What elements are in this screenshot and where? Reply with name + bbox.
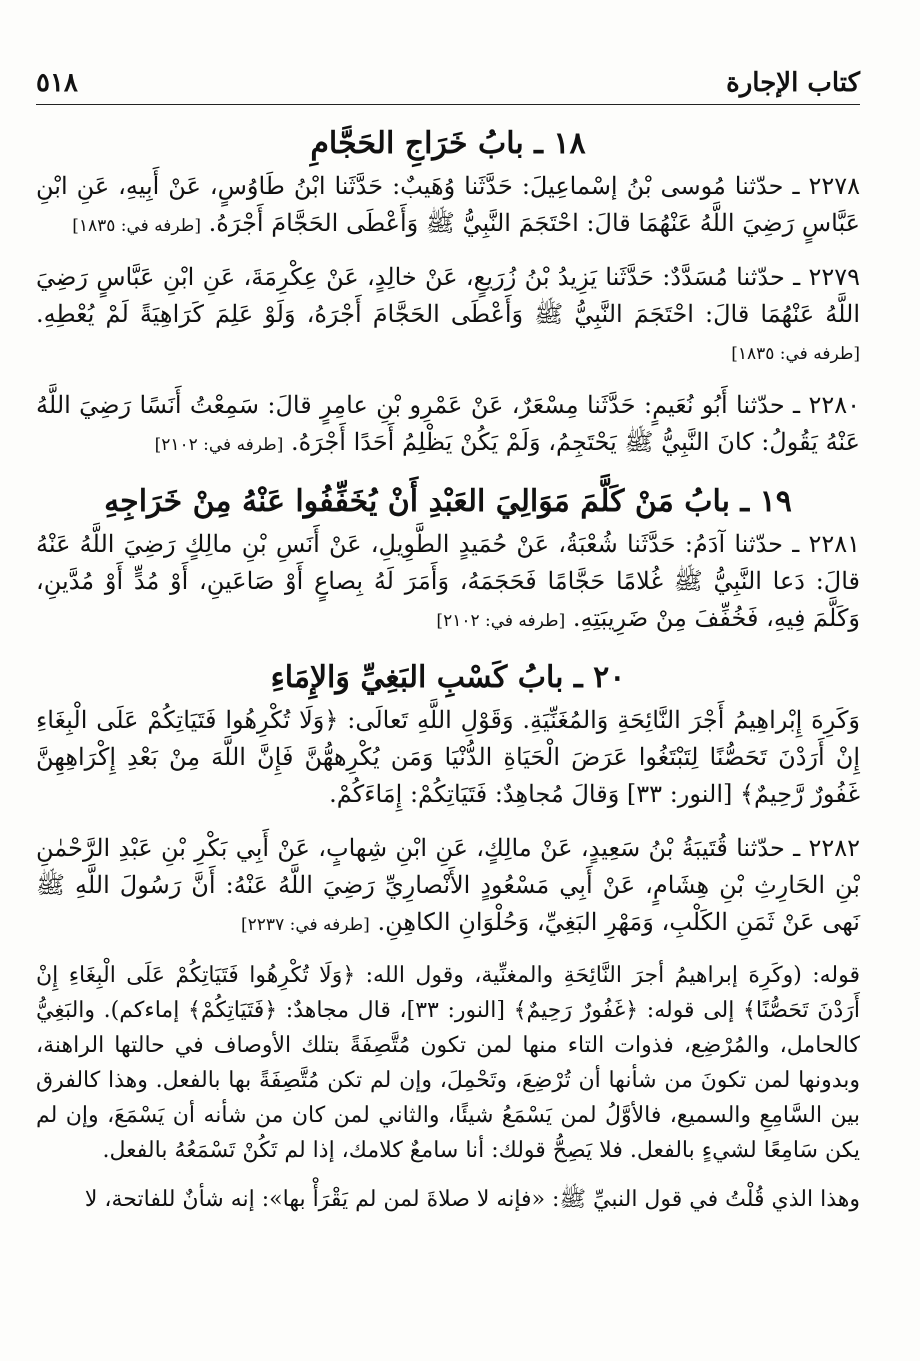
hadith-paragraph (36, 168, 860, 245)
hadith-paragraph (36, 259, 860, 373)
commentary-paragraph: وهذا الذي قُلْتُ في قول النبيِّ ﷺ: «فإنه لا صلاةَ لمن لم يَقْرَأْ بها»: إنه شأنٌ للفاتحة، لا (84, 1187, 860, 1212)
hadith-paragraph (36, 387, 860, 464)
page-header (36, 62, 860, 105)
page-content (36, 120, 860, 1217)
hadith-text: ٢٢٨١ ـ حدّثنا آدَمُ: حَدَّثَنا شُعْبَةُ، عَنْ حُمَيدٍ الطَّوِيلِ، عَنْ أَنَسِ بْنِ مالِكٍ رَضِيَ اللَّهُ عَنْهُ قالَ: دَعا النَّبِيُّ ﷺ غُلامًا حَجَّامًا فَحَجَمَهُ، وَأَمَرَ لَهُ بِصاعٍ أَوْ صَاعَينِ، أَوْ مُدٍّ أَوْ مُدَّينِ، وَكَلَّمَ فِيهِ، فَخُفِّفَ مِنْ ضَرِيبَتِهِ. (36, 530, 860, 632)
chapter-heading: ٢٠ ـ بابُ كَسْبِ البَغِيِّ وَالإِمَاءِ (270, 660, 626, 695)
cross-reference: [طرفه في: ٢١٠٢] (154, 435, 284, 455)
hadith-text: ٢٢٧٨ ـ حدّثنا مُوسى بْنُ إسْماعِيلَ: حَدَّثَنا وُهَيبٌ: حَدَّثَنا ابْنُ طَاوُسٍ، عَنْ أَبِيهِ، عَنِ ابْنِ عَبَّاسٍ رَضِيَ اللَّهُ عَنْهُمَا قالَ: احْتَجَمَ النَّبِيُّ ﷺ وَأَعْطَى الحَجَّامَ أَجْرَهُ. (36, 172, 861, 237)
hadith-text: ٢٢٨٢ ـ حدّثنا قُتَيبَةُ بْنُ سَعِيدٍ، عَنْ مالِكٍ، عَنِ ابْنِ شِهابٍ، عَنْ أَبِي بَكْرِ بْنِ عَبْدِ الرَّحْمٰنِ بْنِ الحَارِثِ بْنِ هِشَامٍ، عَنْ أَبِي مَسْعُودٍ الأَنْصارِيِّ رَضِيَ اللَّهُ عَنْهُ: أَنَّ رَسُولَ اللَّهِ ﷺ نَهى عَنْ ثَمَنِ الكَلْبِ، وَمَهْرِ البَغِيِّ، وَحُلْوَانِ الكاهِنِ. (36, 834, 860, 936)
cross-reference: [طرفه في: ٢٢٣٧] (241, 915, 370, 935)
hadith-text: ٢٢٧٩ ـ حدّثنا مُسَدَّدٌ: حَدَّثَنا يَزِيدُ بْنُ زُرَيعٍ، عَنْ خالِدٍ، عَنْ عِكْرِمَةَ، عَنِ ابْنِ عَبَّاسٍ رَضِيَ اللَّهُ عَنْهُمَا قالَ: احْتَجَمَ النَّبِيُّ ﷺ وَأَعْطَى الحَجَّامَ أَجْرَهُ، وَلَوْ عَلِمَ كَرَاهِيَةً لَمْ يُعْطِهِ. (36, 263, 860, 328)
cross-reference: [طرفه في: ١٨٣٥] (731, 344, 860, 364)
page-number: ٥١٨ (36, 68, 78, 98)
chapter-heading: ١٨ ـ بابُ خَرَاجِ الحَجَّامِ (310, 126, 586, 161)
cross-reference: [طرفه في: ١٨٣٥] (72, 216, 201, 236)
hadith-paragraph (36, 702, 860, 816)
hadith-paragraph (36, 830, 860, 944)
hadith-text: وَكَرِهَ إِبْراهِيمُ أَجْرَ النَّائِحَةِ وَالمُغَنِّيَةِ. وَقَوْلِ اللَّهِ تَعالَى: ﴿وَلَا تُكْرِهُوا فَتَيَاتِكُمْ عَلَى الْبِغَاءِ إِنْ أَرَدْنَ تَحَصُّنًا لِتَبْتَغُوا عَرَضَ الْحَيَاةِ الدُّنْيَا وَمَن يُكْرِههُّنَّ فَإِنَّ اللَّهَ مِنْ بَعْدِ إِكْرَاهِهِنَّ غَفُورٌ رَّحِيمٌ﴾ [النور: ٣٣] وَقالَ مُجاهِدٌ: فَتَيَاتِكُمْ: إِمَاءَكُمْ. (36, 706, 860, 808)
cross-reference: [طرفه في: ٢١٠٢] (436, 611, 566, 631)
commentary-paragraph: قوله: (وكَرِهَ إبراهيمُ أجرَ النَّائِحَةِ والمغنِّية، وقول الله: ﴿وَلَا تُكْرِهُوا فَتَيَاتِكُمْ عَلَى الْبِغَاءِ إِنْ أَرَدْنَ تَحَصُّنًا﴾ إلى قوله: ﴿غَفُورٌ رَحِيمٌ﴾ [النور: ٣٣]، قال مجاهدٌ: ﴿فَتَيَاتِكُمْ﴾ إماءكم). والبَغِيُّ كالحامل، والمُرْضِع، فذوات التاء منها لمن تكون مُتَّصِفَةً بتلك الأوصاف في حالتها الراهنة، وبدونها لمن تكونَ من شأنها أن تُرْضِعَ، وتَحْمِلَ، وإن لم تكن مُتَّصِفَةً بها بالفعل. وهذا كالفرق بين السَّامِعِ والسميع، فالأوَّلُ لمن يَسْمَعُ شيئًا، والثاني لمن كان من شأنه أن يَسْمَعَ، وإن لم يكن سَامِعًا لشيءٍ بالفعل. فلا يَصِحُّ قولك: أنا سامعٌ كلامك، إذا لم تَكُنْ تَسْمَعُهُ بالفعل. (36, 963, 860, 1163)
chapter-heading: ١٩ ـ بابُ مَنْ كَلَّمَ مَوَالِيَ العَبْدِ أَنْ يُخَفِّفُوا عَنْهُ مِنْ خَرَاجِهِ (104, 484, 792, 519)
hadith-paragraph (36, 526, 860, 640)
book-title: كتاب الإجارة (726, 68, 860, 98)
hadith-text: ٢٢٨٠ ـ حدّثنا أَبُو نُعَيمٍ: حَدَّثَنا مِسْعَرٌ، عَنْ عَمْرِو بْنِ عامِرٍ قالَ: سَمِعْتُ أَنَسًا رَضِيَ اللَّهُ عَنْهُ يَقُولُ: كانَ النَّبِيُّ ﷺ يَحْتَجِمُ، وَلَمْ يَكُنْ يَظْلِمُ أَحَدًا أَجْرَهُ. (36, 391, 860, 456)
